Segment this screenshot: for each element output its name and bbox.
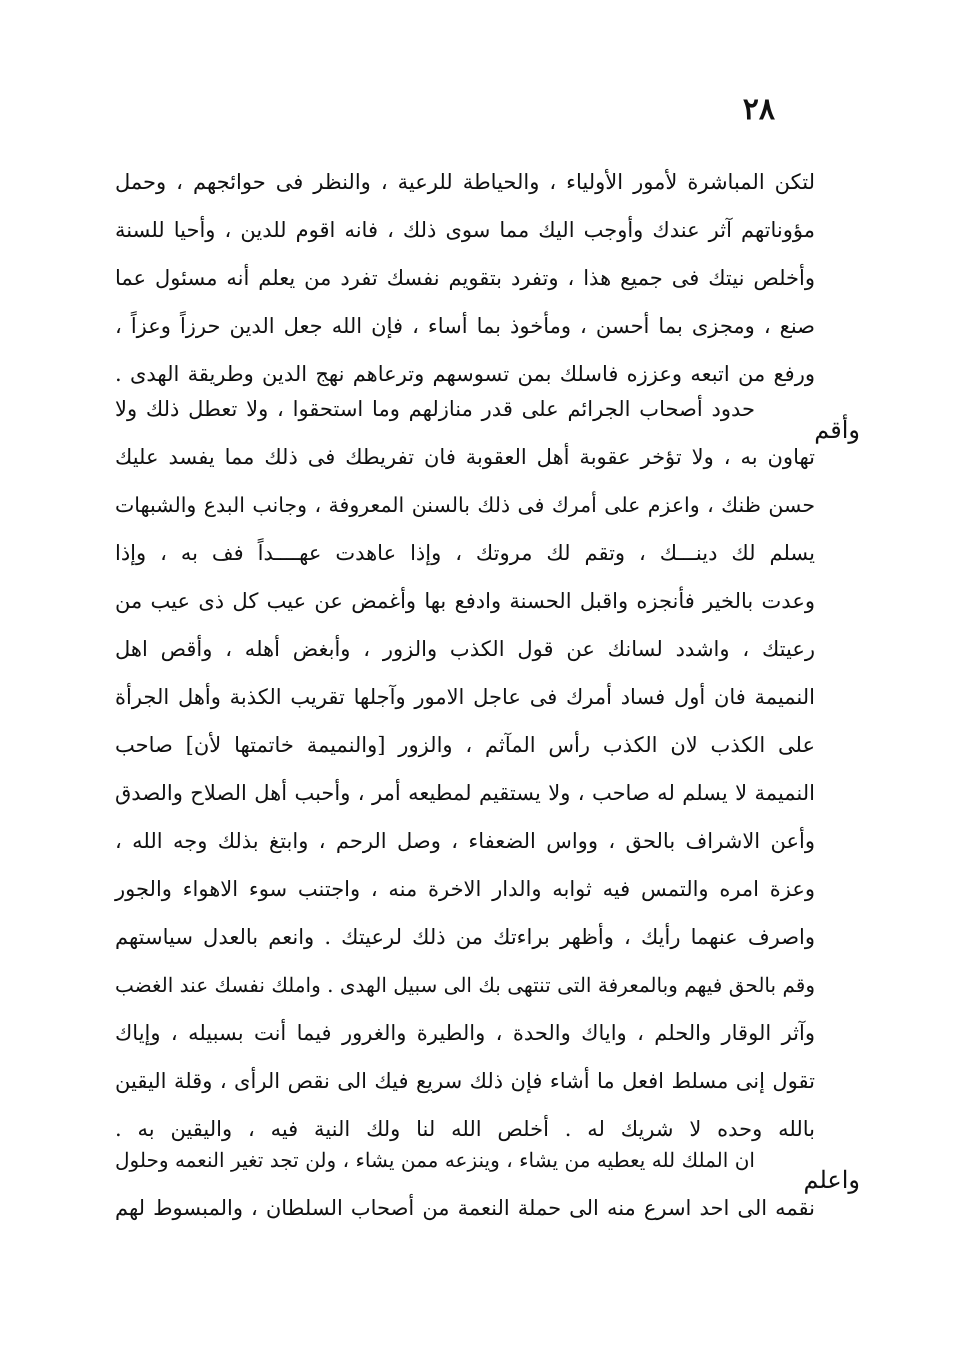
page-number: ٢٨ (742, 92, 775, 127)
text-line: وعدت بالخير فأنجزه واقبل الحسنة وادفع بها وأغمض عن عيب كل ذى عيب من (115, 589, 815, 613)
text-line: نقمه الى احد اسرع منه الى حملة النعمة من أصحاب السلطان ، والمبسوط لهم (115, 1196, 815, 1220)
text-line: تقول إنى مسلط افعل ما أشاء فإن ذلك سريع فيك الى نقص الرأى ، وقلة اليقين (115, 1069, 815, 1093)
text-line: النميمة فان أول فساد أمرك فى عاجل الامور وآجلها تقريب الكذبة وأهل الجرأة (115, 685, 815, 709)
paragraph-3 (115, 1136, 815, 1232)
marginal-heading: واعلم (803, 1166, 860, 1194)
text-line: ان الملك لله يعطيه من يشاء ، وينزعه ممن يشاء ، ولن تجد تغير النعمه وحلول (115, 1148, 755, 1172)
text-line: على الكذب لان الكذب رأس المآثم ، والزور [والنميمة خاتمتها لأن] صاحب (115, 733, 815, 757)
text-line: وعزة امره والتمس فيه ثوابه والدار الاخرة منه ، واجتنب سوء الاهواء والجور (115, 877, 815, 901)
marginal-heading: وأقم (814, 416, 860, 444)
text-line: مؤوناتهم آثر عندك وأوجب اليك مما سوى ذلك ، فانه اقوم للدين ، وأحيا للسنة (115, 218, 815, 242)
text-line: وآثر الوقار والحلم ، واياك والحدة ، والطيرة والغرور فيما أنت بسبيله ، وإياك (115, 1021, 815, 1045)
paragraph-1 (115, 158, 815, 398)
text-line: رعيتك ، واشدد لسانك عن قول الكذب والزور ، وأبغض أهله ، وأقص اهل (115, 637, 815, 661)
text-line: وأعن الاشراف بالحق ، وواس الضعفاء ، وصل الرحم ، وابتغ بذلك وجه الله ، (115, 829, 815, 853)
text-line: صنع ، ومجزى بما أحسن ، ومأخوذ بما أساء ، فإن الله جعل الدين حرزاً وعزاً ، (115, 314, 815, 338)
paragraph-2 (115, 385, 815, 1153)
text-line: واصرف عنهما رأيك ، وأظهر براءتك من ذلك لرعيتك . وانعم بالعدل سياستهم (115, 925, 815, 949)
text-line: يسلم لك دينـــك ، وتقم لك مروتك ، وإذا عاهدت عهــــداً فف به ، وإذا (115, 541, 815, 565)
text-line: وقم بالحق فيهم وبالمعرفة التى تنتهى بك الى سبيل الهدى . واملك نفسك عند الغضب (115, 973, 815, 997)
text-line: تهاون به ، ولا تؤخر عقوبة أهل العقوبة فان تفريطك فى ذلك مما يفسد عليك (115, 445, 815, 469)
text-line: حسن ظنك ، واعزم على أمرك فى ذلك بالسنن المعروفة ، وجانب البدع والشبهات (115, 493, 815, 517)
text-line: النميمة لا يسلم له صاحب ، ولا يستقيم لمطيعه أمر ، وأحبب أهل الصلاح والصدق (115, 781, 815, 805)
text-line: ورفع من اتبعه وعززه فاسلك بمن تسوسهم وترعاهم نهج الدين وطريقة الهدى . (115, 362, 815, 386)
text-line: بالله وحده لا شريك له . أخلص الله لنا ولك النية فيه ، واليقين به . (115, 1117, 815, 1141)
text-line: وأخلص نيتك فى جميع هذا ، وتفرد بتقويم نفسك تفرد من يعلم أنه مسئول عما (115, 266, 815, 290)
text-line: لتكن المباشرة لأمور الأولياء ، والحياطة للرعية ، والنظر فى حوائجهم ، وحمل (115, 170, 815, 194)
text-line: حدود أصحاب الجرائم على قدر منازلهم وما استحقوا ، ولا تعطل ذلك ولا (115, 397, 755, 421)
